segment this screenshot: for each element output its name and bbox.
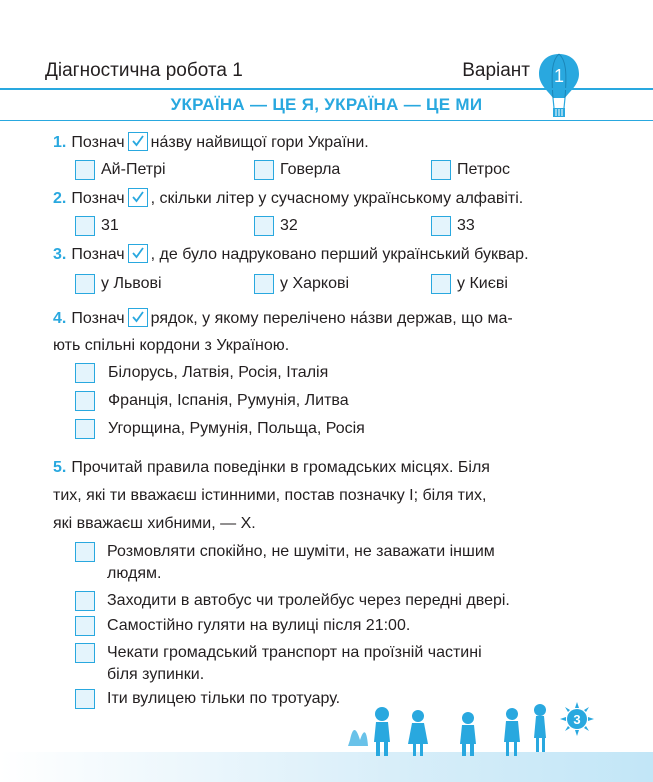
answer-option: у Львові — [101, 275, 162, 292]
checkmark-box — [128, 244, 148, 263]
answer-checkbox[interactable] — [75, 160, 95, 180]
question-4-line2: ють спільні кордони з Україною. — [53, 337, 290, 354]
rule-item-line1: Заходити в автобус чи тролейбус через передні двері. — [107, 592, 510, 609]
checkmark-box — [128, 188, 148, 207]
rule-item-line1: Іти вулицею тільки по тротуару. — [107, 690, 341, 707]
question-text-line1: рядок, у якому перелічено на́зви держав, що ма- — [150, 310, 513, 327]
answer-option: Ай-Петрі — [101, 161, 166, 178]
answer-option: у Києві — [457, 275, 508, 292]
checkmark-icon — [131, 134, 145, 148]
answer-checkbox[interactable] — [75, 216, 95, 236]
checkmark-icon — [131, 310, 145, 324]
question-number: 2. — [53, 190, 67, 207]
answer-checkbox[interactable] — [431, 274, 451, 294]
answer-checkbox[interactable] — [75, 391, 95, 411]
question-number: 4. — [53, 310, 67, 327]
question-text-before: Познач — [71, 246, 125, 263]
sun-icon — [560, 702, 594, 736]
question-text-before: Познач — [71, 310, 125, 327]
answer-option: Говерла — [280, 161, 341, 178]
children-illustration — [340, 700, 570, 760]
rule-item-line1: Чекати громадський транспорт на проїзній частині — [107, 644, 482, 661]
checkmark-icon — [131, 246, 145, 260]
page-number: 3 — [573, 712, 581, 727]
checkmark-box — [128, 308, 148, 327]
question-number: 1. — [53, 134, 67, 151]
answer-option: 32 — [280, 217, 298, 234]
answer-option: 33 — [457, 217, 475, 234]
rule-checkbox[interactable] — [75, 689, 95, 709]
question-3 — [53, 242, 529, 268]
answer-checkbox[interactable] — [254, 160, 274, 180]
header-rule-bottom — [0, 120, 653, 121]
question-text-before: Познач — [71, 190, 125, 207]
answer-checkbox[interactable] — [75, 274, 95, 294]
question-text-after: на́зву найвищої гори України. — [150, 134, 369, 151]
question-text-line1: Прочитай правила поведінки в громадських місцях. Біля — [71, 459, 490, 476]
rule-checkbox[interactable] — [75, 616, 95, 636]
question-text-after: , скільки літер у сучасному українському алфавіті. — [150, 190, 524, 207]
answer-option: Білорусь, Латвія, Росія, Італія — [108, 364, 329, 381]
checkmark-box — [128, 132, 148, 151]
rule-item-line1: Розмовляти спокійно, не шуміти, не заважати іншим — [107, 543, 495, 560]
question-5-line3: які вважаєш хибними, — Х. — [53, 515, 256, 532]
answer-option: Франція, Іспанія, Румунія, Литва — [108, 392, 349, 409]
rule-item-line1: Самостійно гуляти на вулиці після 21:00. — [107, 617, 411, 634]
checkmark-icon — [131, 190, 145, 204]
answer-checkbox[interactable] — [254, 274, 274, 294]
answer-option: у Харкові — [280, 275, 350, 292]
variant-number: 1 — [553, 66, 565, 86]
rule-checkbox[interactable] — [75, 591, 95, 611]
question-4 — [53, 306, 598, 332]
variant-label: Варіант — [462, 60, 530, 81]
question-text-after: , де було надруковано перший український буквар. — [150, 246, 529, 263]
question-5 — [53, 455, 490, 481]
rule-checkbox[interactable] — [75, 542, 95, 562]
work-title: Діагностична робота 1 — [45, 60, 243, 81]
answer-option: 31 — [101, 217, 119, 234]
rule-item-line2: біля зупинки. — [107, 666, 205, 683]
answer-checkbox[interactable] — [431, 160, 451, 180]
answer-checkbox[interactable] — [75, 419, 95, 439]
answer-option: Угорщина, Румунія, Польща, Росія — [108, 420, 365, 437]
banner-title: УКРАЇНА — ЦЕ Я, УКРАЇНА — ЦЕ МИ — [170, 95, 483, 114]
question-number: 5. — [53, 459, 67, 476]
question-1 — [53, 130, 369, 156]
question-text-before: Познач — [71, 134, 125, 151]
answer-checkbox[interactable] — [75, 363, 95, 383]
rule-checkbox[interactable] — [75, 643, 95, 663]
answer-checkbox[interactable] — [254, 216, 274, 236]
rule-item-line2: людям. — [107, 565, 162, 582]
answer-option: Петрос — [457, 161, 510, 178]
question-number: 3. — [53, 246, 67, 263]
question-2 — [53, 186, 523, 212]
header-rule-top — [0, 88, 653, 90]
question-5-line2: тих, які ти вважаєш істинними, постав позначку І; біля тих, — [53, 487, 487, 504]
answer-checkbox[interactable] — [431, 216, 451, 236]
